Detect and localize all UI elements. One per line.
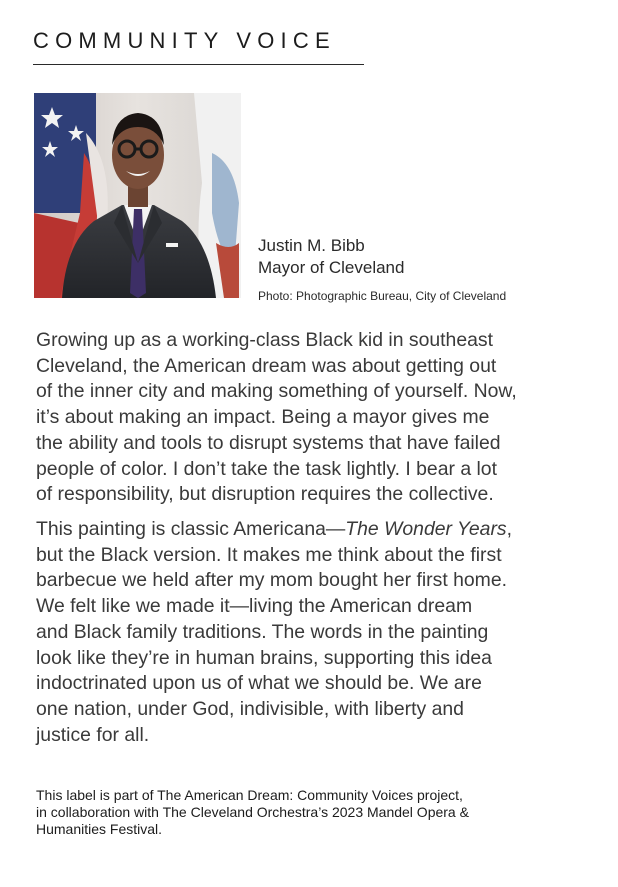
footer-line: in collaboration with The Cleveland Orchestra’s 2023 Mandel Opera & — [36, 804, 469, 820]
body-text-segment: , — [506, 518, 513, 540]
body-line: one nation, under God, indivisible, with liberty and — [36, 697, 464, 720]
footer-note — [36, 787, 596, 838]
body-line: the ability and tools to disrupt systems that have failed — [36, 431, 501, 454]
body-line: of responsibility, but disruption requires the collective. — [36, 483, 494, 506]
person-name: Justin M. Bibb — [258, 236, 365, 255]
body-line: justice for all. — [36, 723, 150, 746]
body-line: barbecue we held after my mom bought her first home. — [36, 569, 507, 592]
body-line: indoctrinated upon us of what we should be. We are — [36, 672, 482, 695]
body-text-segment: This painting is classic Americana— — [36, 518, 346, 540]
body-line: it’s about making an impact. Being a mayor gives me — [36, 406, 490, 429]
body-line: look like they’re in human brains, supporting this idea — [36, 646, 492, 669]
body-paragraph-2 — [36, 517, 591, 748]
header-divider — [33, 64, 364, 65]
body-line: Cleveland, the American dream was about getting out — [36, 354, 497, 377]
page-title: COMMUNITY VOICE — [33, 28, 336, 53]
body-line: but the Black version. It makes me think about the first — [36, 543, 502, 566]
mayor-portrait-photo — [34, 93, 241, 298]
body-line: Growing up as a working-class Black kid in southeast — [36, 329, 493, 351]
body-line — [36, 517, 591, 543]
footer-line: This label is part of The American Dream: Community Voices project, — [36, 787, 463, 803]
body-line: We felt like we made it—living the American dream — [36, 595, 473, 618]
photo-credit: Photo: Photographic Bureau, City of Cleveland — [258, 289, 507, 303]
footer-line: Humanities Festival. — [36, 821, 163, 837]
body-line: of the inner city and making something of yourself. Now, — [36, 380, 517, 403]
artwork-title-reference: The Wonder Years — [345, 518, 507, 540]
body-line: people of color. I don’t take the task lightly. I bear a lot — [36, 457, 497, 480]
body-line: and Black family traditions. The words in the painting — [36, 620, 489, 643]
body-paragraph-1 — [36, 328, 591, 508]
person-title: Mayor of Cleveland — [258, 258, 405, 277]
